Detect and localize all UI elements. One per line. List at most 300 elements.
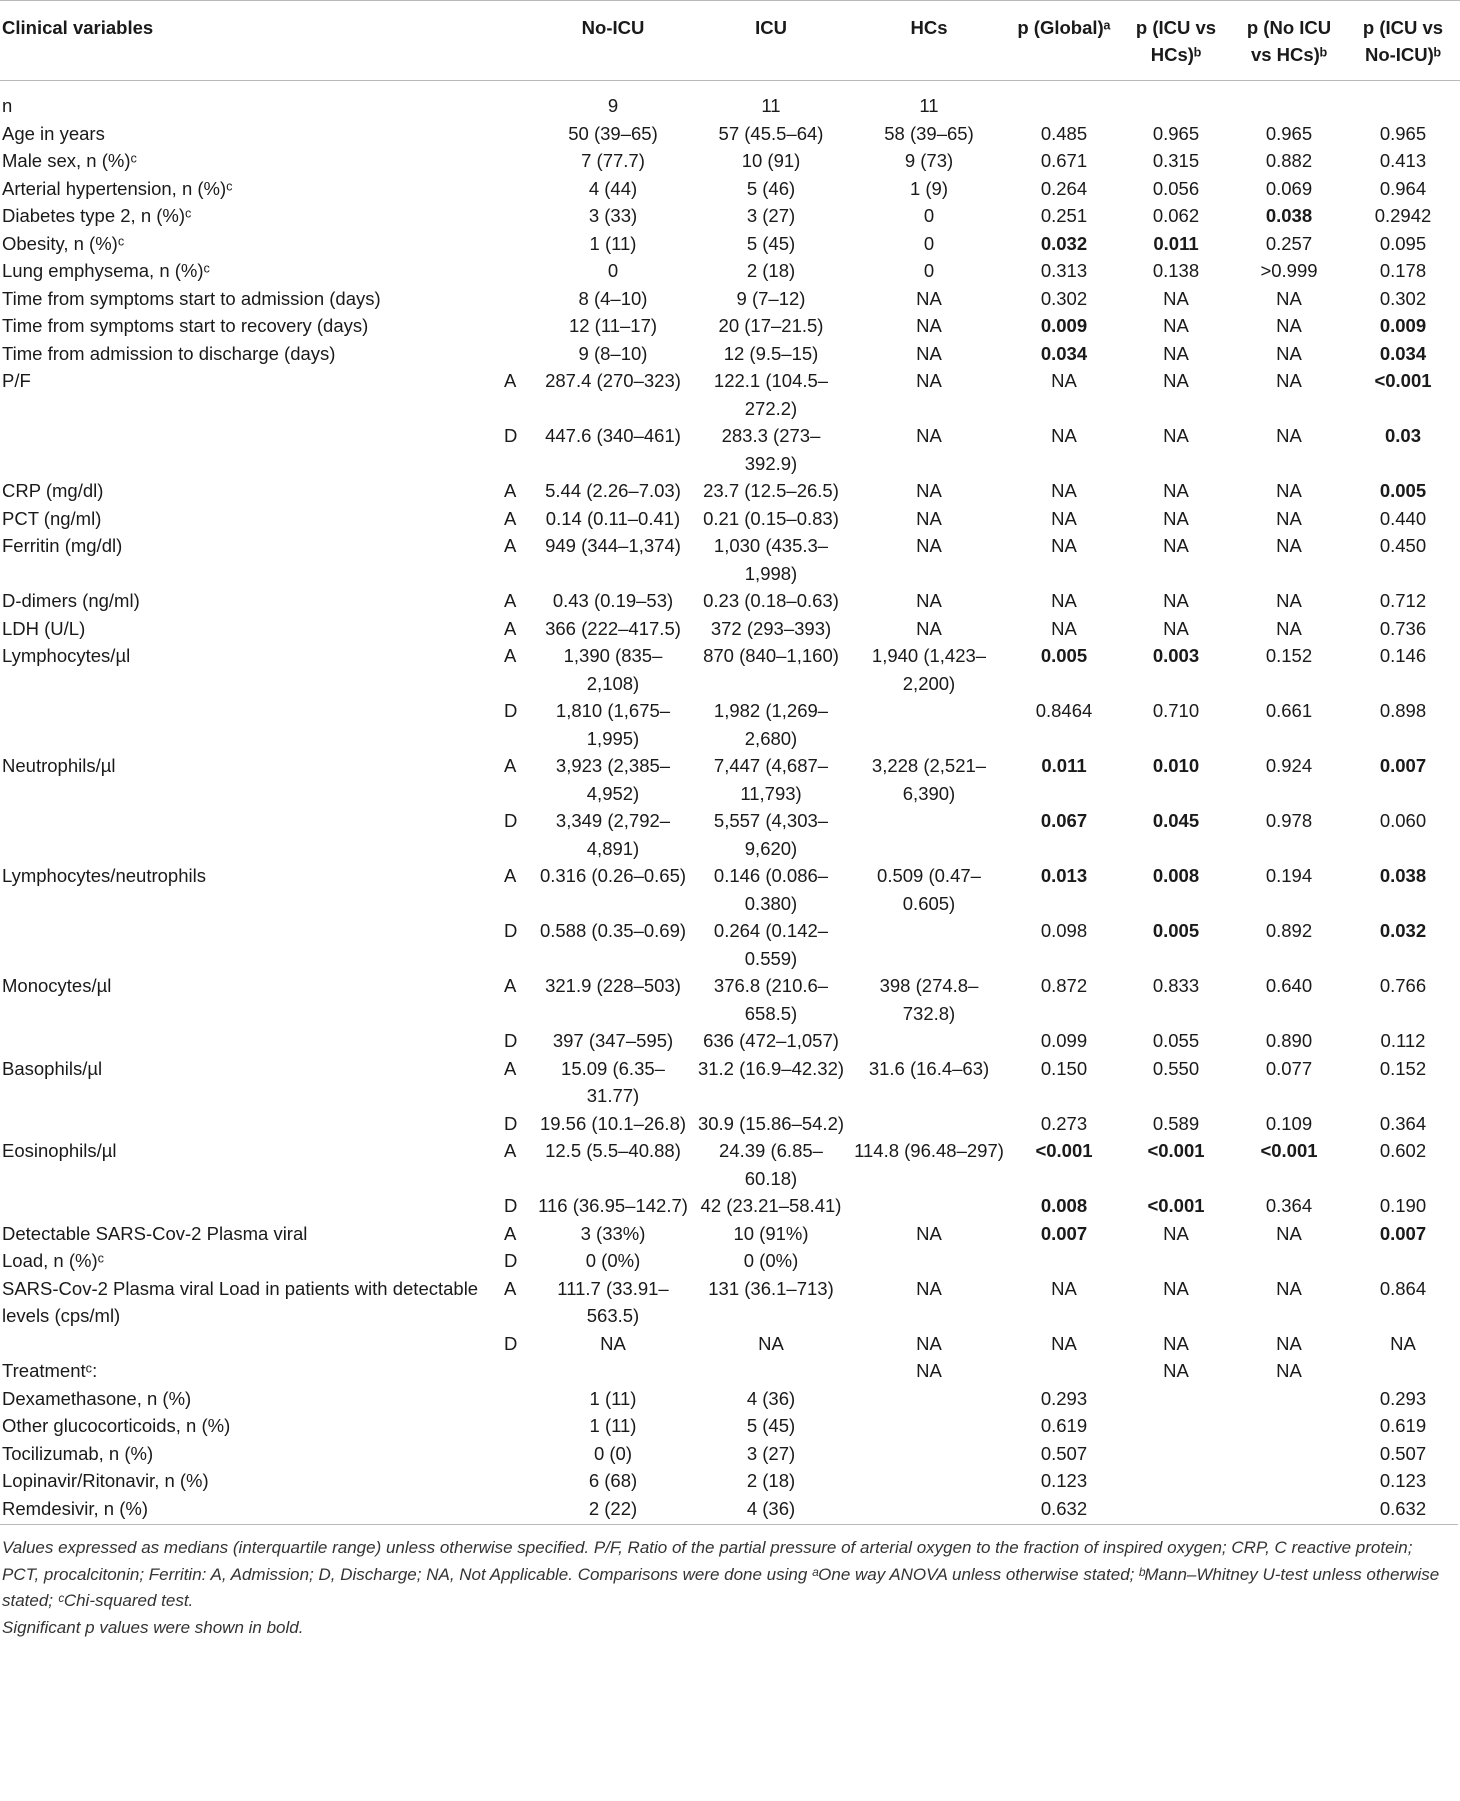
cell-p-icu-vs-hcs: [1120, 1247, 1232, 1275]
cell-no-icu: 15.09 (6.35–31.77): [561, 1057, 665, 1106]
cell-icu: 12 (9.5–15): [723, 342, 819, 364]
cell-icu: 20 (17–21.5): [718, 315, 824, 336]
cell-hcs: NA: [916, 287, 942, 309]
cell-p-global: 0.264: [1040, 177, 1088, 199]
cell-p-icu-vs-noicu: [1346, 81, 1460, 120]
cell-p-icu-vs-noicu: 0.032: [1379, 920, 1427, 941]
cell-p-noicu-vs-hcs: NA: [1276, 480, 1302, 501]
cell-p-global: [1008, 1247, 1120, 1275]
table-row: [0, 1357, 1460, 1385]
cell-variable: Male sex, n (%)ᶜ: [2, 150, 138, 171]
cell-icu: NA: [758, 1332, 784, 1354]
cell-p-icu-vs-noicu: 0.766: [1379, 975, 1427, 996]
cell-p-global: NA: [1051, 507, 1077, 529]
cell-hcs: 9 (73): [904, 150, 954, 171]
cell-admission-discharge: A: [504, 507, 517, 529]
cell-no-icu: 0.316 (0.26–0.65): [539, 865, 687, 886]
table-row: [0, 1137, 1460, 1192]
table-row: [0, 257, 1460, 285]
cell-admission-discharge: A: [504, 617, 517, 639]
cell-p-icu-vs-noicu: 0.413: [1379, 150, 1427, 171]
cell-p-global: NA: [1051, 590, 1077, 611]
cell-hcs: [850, 1467, 1008, 1495]
cell-p-icu-vs-hcs: NA: [1163, 342, 1189, 364]
cell-variable: Age in years: [2, 122, 105, 144]
cell-hcs: 114.8 (96.48–297): [854, 1140, 1004, 1161]
cell-icu: 7,447 (4,687–11,793): [713, 755, 829, 804]
cell-p-icu-vs-noicu: 0.190: [1379, 1195, 1427, 1216]
table-row: [0, 587, 1460, 615]
cell-p-noicu-vs-hcs: [1232, 1412, 1346, 1440]
cell-p-icu-vs-hcs: [1120, 1495, 1232, 1525]
cell-icu: [692, 1357, 850, 1385]
cell-variable: P/F: [2, 370, 31, 391]
cell-p-icu-vs-noicu: 0.712: [1379, 590, 1427, 611]
cell-p-icu-vs-noicu: 0.898: [1379, 700, 1427, 721]
table-row: [0, 642, 1460, 697]
cell-p-global: NA: [1051, 535, 1077, 556]
cell-icu: 9 (7–12): [736, 287, 806, 309]
cell-p-icu-vs-hcs: 0.965: [1152, 122, 1200, 144]
cell-p-icu-vs-hcs: 0.045: [1152, 810, 1200, 831]
cell-p-icu-vs-hcs: [1120, 1412, 1232, 1440]
cell-p-noicu-vs-hcs: NA: [1276, 590, 1302, 611]
cell-p-icu-vs-hcs: <0.001: [1147, 1195, 1205, 1216]
cell-hcs: [850, 1412, 1008, 1440]
cell-variable: Lopinavir/Ritonavir, n (%): [2, 1470, 209, 1491]
cell-icu: 2 (18): [746, 1470, 796, 1491]
cell-p-noicu-vs-hcs: NA: [1276, 342, 1302, 364]
footnote-abbreviations: Values expressed as medians (interquartile range) unless otherwise specified. P/F, Ratio of the partial pressure of arterial oxygen to the fraction of inspired oxygen; CRP, C reactive protein; PCT, procalcitonin; Ferritin: A, Admission; D, Discharge; NA, Not Applicable. Comparisons were done using ᵃOne way ANOVA unless otherwise stated; ᵇMann–Whitney U-test unless otherwise stated; ᶜChi-squared test.: [2, 1538, 1440, 1610]
cell-p-icu-vs-noicu: 0.005: [1379, 480, 1427, 501]
cell-p-icu-vs-hcs: 0.062: [1152, 205, 1200, 226]
cell-p-global: 0.013: [1040, 865, 1088, 886]
cell-p-noicu-vs-hcs: 0.109: [1265, 1112, 1313, 1134]
table-row: [0, 1440, 1460, 1468]
cell-p-global: <0.001: [1035, 1140, 1093, 1161]
cell-no-icu: 8 (4–10): [578, 287, 648, 309]
table-row: [0, 202, 1460, 230]
cell-p-icu-vs-noicu: 0.364: [1379, 1112, 1427, 1134]
cell-p-icu-vs-noicu: 0.965: [1379, 122, 1427, 144]
cell-variable: [0, 1027, 496, 1055]
table-row: [0, 1220, 1460, 1248]
cell-variable: [0, 1110, 496, 1138]
cell-p-global: NA: [1051, 1277, 1077, 1299]
cell-p-icu-vs-noicu: 0.060: [1379, 810, 1427, 831]
cell-admission-discharge: [496, 257, 534, 285]
cell-admission-discharge: A: [504, 535, 517, 556]
cell-p-global: 0.251: [1040, 205, 1088, 226]
cell-p-noicu-vs-hcs: NA: [1276, 370, 1302, 391]
cell-p-global: NA: [1051, 480, 1077, 501]
cell-p-icu-vs-hcs: <0.001: [1147, 1140, 1205, 1161]
cell-p-global: 0.099: [1040, 1030, 1088, 1051]
cell-no-icu: 19.56 (10.1–26.8): [539, 1112, 687, 1134]
cell-no-icu: 4 (44): [588, 177, 638, 199]
cell-p-icu-vs-noicu: NA: [1390, 1332, 1416, 1354]
cell-variable: LDH (U/L): [2, 617, 86, 639]
cell-icu: 1,030 (435.3–1,998): [713, 535, 829, 584]
cell-variable: Lymphocytes/neutrophils: [2, 865, 206, 886]
cell-hcs: NA: [916, 342, 942, 364]
cell-hcs: 11: [919, 95, 939, 116]
cell-p-icu-vs-noicu: 0.632: [1379, 1497, 1427, 1519]
cell-p-icu-vs-noicu: 0.450: [1379, 535, 1427, 556]
cell-icu: 131 (36.1–713): [708, 1277, 834, 1299]
cell-admission-discharge: A: [504, 1222, 517, 1244]
cell-p-icu-vs-hcs: [1120, 1385, 1232, 1413]
cell-no-icu: 1 (11): [589, 1415, 637, 1436]
header-no-icu: No-ICU: [581, 17, 645, 38]
cell-p-global: NA: [1051, 425, 1077, 446]
cell-hcs: 1,940 (1,423–2,200): [871, 645, 987, 694]
cell-icu: 122.1 (104.5–272.2): [713, 370, 829, 419]
cell-variable: Dexamethasone, n (%): [2, 1387, 192, 1409]
cell-p-icu-vs-hcs: NA: [1163, 507, 1189, 529]
footnote-bold-note: Significant p values were shown in bold.: [2, 1617, 304, 1637]
cell-p-noicu-vs-hcs: NA: [1276, 1360, 1302, 1381]
cell-variable: [0, 422, 496, 477]
cell-icu: 5 (46): [746, 177, 796, 199]
cell-icu: 5 (45): [746, 232, 796, 254]
cell-p-icu-vs-hcs: NA: [1163, 590, 1189, 611]
cell-p-global: NA: [1051, 1332, 1077, 1354]
cell-icu: 42 (23.21–58.41): [700, 1195, 842, 1216]
cell-p-noicu-vs-hcs: [1232, 1440, 1346, 1468]
cell-variable: Time from symptoms start to recovery (days): [2, 315, 369, 336]
cell-p-global: 0.8464: [1035, 700, 1093, 721]
cell-p-global: 0.313: [1040, 260, 1088, 281]
header-hcs: HCs: [910, 17, 948, 38]
cell-p-noicu-vs-hcs: 0.364: [1265, 1195, 1313, 1216]
cell-p-icu-vs-hcs: 0.008: [1152, 865, 1200, 886]
cell-p-noicu-vs-hcs: 0.640: [1265, 975, 1313, 996]
cell-p-noicu-vs-hcs: 0.890: [1265, 1030, 1313, 1051]
cell-icu: 870 (840–1,160): [703, 645, 839, 666]
table-row: [0, 505, 1460, 533]
cell-p-icu-vs-noicu: 0.03: [1384, 425, 1421, 446]
table-row: [0, 752, 1460, 807]
cell-hcs: [850, 1495, 1008, 1525]
cell-icu: 23.7 (12.5–26.5): [703, 480, 839, 501]
cell-no-icu: 116 (36.95–142.7): [538, 1195, 688, 1216]
cell-admission-discharge: [496, 1412, 534, 1440]
cell-variable: D-dimers (ng/ml): [2, 590, 140, 611]
cell-p-icu-vs-noicu: 0.095: [1379, 232, 1427, 254]
cell-admission-discharge: [496, 285, 534, 313]
cell-variable: [0, 1330, 496, 1358]
header-p-icu-vs-noicu: p (ICU vs No-ICU)ᵇ: [1362, 17, 1444, 65]
cell-p-icu-vs-noicu: [1346, 1357, 1460, 1385]
cell-p-icu-vs-hcs: 0.003: [1152, 645, 1200, 666]
cell-hcs: [850, 807, 1008, 862]
cell-no-icu: 321.9 (228–503): [545, 975, 681, 996]
cell-icu: 4 (36): [746, 1497, 796, 1519]
table-row: [0, 1412, 1460, 1440]
cell-p-global: 0.067: [1040, 810, 1088, 831]
cell-p-icu-vs-noicu: 0.007: [1379, 755, 1427, 776]
cell-variable: [0, 807, 496, 862]
cell-p-global: 0.619: [1040, 1415, 1088, 1436]
cell-admission-discharge: D: [504, 1332, 518, 1354]
table-row: [0, 697, 1460, 752]
cell-admission-discharge: [496, 202, 534, 230]
cell-hcs: 3,228 (2,521–6,390): [871, 755, 987, 804]
cell-no-icu: 949 (344–1,374): [545, 535, 681, 556]
table-row: [0, 1467, 1460, 1495]
cell-p-noicu-vs-hcs: [1232, 1467, 1346, 1495]
cell-p-global: NA: [1051, 617, 1077, 639]
cell-p-global: 0.007: [1040, 1222, 1088, 1244]
cell-hcs: NA: [916, 617, 942, 639]
cell-no-icu: 0.14 (0.11–0.41): [545, 507, 681, 529]
cell-p-noicu-vs-hcs: <0.001: [1260, 1140, 1318, 1161]
cell-no-icu: 12.5 (5.5–40.88): [545, 1140, 681, 1161]
cell-no-icu: 0 (0%): [585, 1250, 641, 1271]
cell-p-noicu-vs-hcs: NA: [1276, 617, 1302, 639]
cell-hcs: NA: [916, 315, 942, 336]
cell-p-icu-vs-hcs: 0.056: [1152, 177, 1200, 199]
cell-admission-discharge: [496, 120, 534, 148]
table-row: [0, 477, 1460, 505]
cell-p-icu-vs-hcs: 0.010: [1152, 755, 1200, 776]
cell-p-global: 0.123: [1040, 1470, 1088, 1491]
cell-p-noicu-vs-hcs: 0.882: [1265, 150, 1313, 171]
header-p-noicu-vs-hcs: p (No ICU vs HCs)ᵇ: [1246, 17, 1332, 65]
cell-hcs: NA: [916, 535, 942, 556]
cell-icu: 5 (45): [746, 1415, 796, 1436]
cell-p-icu-vs-noicu: [1346, 1247, 1460, 1275]
cell-variable: Lung emphysema, n (%)ᶜ: [2, 260, 211, 281]
table-body: [0, 81, 1460, 1525]
cell-p-global: 0.150: [1040, 1057, 1088, 1079]
cell-admission-discharge: A: [504, 1057, 517, 1079]
cell-p-icu-vs-hcs: 0.550: [1152, 1057, 1200, 1079]
cell-hcs: 0: [923, 205, 935, 226]
cell-variable: Ferritin (mg/dl): [2, 535, 123, 556]
cell-no-icu: 12 (11–17): [568, 315, 658, 336]
cell-p-noicu-vs-hcs: 0.978: [1265, 810, 1313, 831]
cell-p-global: [1008, 1357, 1120, 1385]
cell-p-icu-vs-noicu: 0.602: [1379, 1140, 1427, 1161]
table-row: [0, 1495, 1460, 1525]
cell-p-icu-vs-hcs: [1120, 1467, 1232, 1495]
cell-p-icu-vs-noicu: 0.146: [1379, 645, 1427, 666]
cell-no-icu: 111.7 (33.91–563.5): [557, 1277, 669, 1326]
cell-p-icu-vs-hcs: NA: [1163, 425, 1189, 446]
cell-icu: 30.9 (15.86–54.2): [697, 1112, 845, 1134]
cell-icu: 1,982 (1,269–2,680): [713, 700, 829, 749]
cell-admission-discharge: A: [504, 1140, 517, 1161]
cell-icu: 0.146 (0.086–0.380): [713, 865, 829, 914]
cell-p-global: 0.302: [1040, 287, 1088, 309]
cell-icu: 4 (36): [746, 1387, 796, 1409]
table-row: [0, 1275, 1460, 1330]
cell-p-global: 0.632: [1040, 1497, 1088, 1519]
cell-variable: Lymphocytes/µl: [2, 645, 131, 666]
cell-variable: Basophils/µl: [2, 1057, 103, 1079]
cell-no-icu: 447.6 (340–461): [545, 425, 681, 446]
cell-variable: [0, 1192, 496, 1220]
cell-p-global: 0.008: [1040, 1195, 1088, 1216]
cell-variable: Remdesivir, n (%): [2, 1497, 148, 1519]
cell-variable: n: [2, 95, 13, 116]
table-row: [0, 175, 1460, 203]
cell-p-icu-vs-hcs: 0.589: [1152, 1112, 1200, 1134]
cell-no-icu: 366 (222–417.5): [545, 617, 681, 639]
cell-p-noicu-vs-hcs: NA: [1276, 425, 1302, 446]
cell-p-icu-vs-hcs: NA: [1163, 1222, 1189, 1244]
cell-p-noicu-vs-hcs: 0.194: [1265, 865, 1313, 886]
cell-hcs: NA: [916, 370, 942, 391]
cell-admission-discharge: [496, 175, 534, 203]
cell-icu: 2 (18): [746, 260, 796, 281]
cell-no-icu: 0.43 (0.19–53): [552, 590, 674, 611]
cell-p-icu-vs-hcs: [1120, 81, 1232, 120]
table-row: [0, 1330, 1460, 1358]
cell-p-icu-vs-hcs: NA: [1163, 1277, 1189, 1299]
cell-p-icu-vs-noicu: 0.736: [1379, 617, 1427, 639]
cell-p-icu-vs-hcs: 0.055: [1152, 1030, 1200, 1051]
cell-no-icu: 0: [607, 260, 619, 281]
cell-no-icu: 287.4 (270–323): [545, 370, 681, 391]
cell-admission-discharge: D: [504, 700, 518, 721]
cell-no-icu: 1 (11): [589, 232, 637, 254]
cell-hcs: NA: [916, 1277, 942, 1299]
cell-p-icu-vs-hcs: 0.710: [1152, 700, 1200, 721]
cell-p-icu-vs-hcs: NA: [1163, 287, 1189, 309]
cell-p-noicu-vs-hcs: [1232, 1495, 1346, 1525]
cell-variable: [0, 697, 496, 752]
cell-variable: Obesity, n (%)ᶜ: [2, 232, 125, 254]
cell-no-icu: 3 (33): [588, 205, 638, 226]
cell-icu: 0.21 (0.15–0.83): [703, 507, 839, 529]
table-row: [0, 917, 1460, 972]
cell-p-icu-vs-hcs: 0.138: [1152, 260, 1200, 281]
cell-admission-discharge: D: [504, 810, 518, 831]
cell-hcs: NA: [916, 507, 942, 529]
cell-p-global: 0.009: [1040, 315, 1088, 336]
cell-no-icu: 3,923 (2,385–4,952): [555, 755, 671, 804]
cell-variable: Arterial hypertension, n (%)ᶜ: [2, 177, 233, 199]
cell-p-noicu-vs-hcs: 0.152: [1265, 645, 1313, 666]
cell-p-icu-vs-noicu: 0.964: [1379, 177, 1427, 199]
header-admission-discharge: [496, 1, 534, 81]
cell-p-icu-vs-noicu: 0.112: [1380, 1030, 1426, 1051]
table-row: [0, 1247, 1460, 1275]
cell-p-global: 0.034: [1040, 342, 1088, 364]
cell-p-icu-vs-hcs: [1120, 1440, 1232, 1468]
cell-p-icu-vs-hcs: NA: [1163, 1360, 1189, 1381]
cell-admission-discharge: [496, 147, 534, 175]
cell-no-icu: 7 (77.7): [581, 150, 645, 171]
cell-no-icu: [534, 1357, 692, 1385]
cell-hcs: NA: [916, 480, 942, 501]
cell-admission-discharge: [496, 340, 534, 368]
cell-p-noicu-vs-hcs: 0.038: [1265, 205, 1313, 226]
cell-no-icu: 1,810 (1,675–1,995): [555, 700, 671, 749]
header-p-global: p (Global)ᵃ: [1017, 17, 1111, 38]
cell-p-icu-vs-noicu: 0.302: [1379, 287, 1427, 309]
cell-p-noicu-vs-hcs: 0.069: [1265, 177, 1313, 199]
cell-admission-discharge: A: [504, 755, 517, 776]
cell-admission-discharge: A: [504, 480, 517, 501]
cell-admission-discharge: D: [504, 1112, 518, 1134]
cell-p-noicu-vs-hcs: 0.924: [1265, 755, 1313, 776]
cell-hcs: 1 (9): [909, 177, 949, 199]
cell-hcs: 0: [923, 260, 935, 281]
cell-p-global: 0.032: [1040, 232, 1088, 254]
cell-no-icu: 0.588 (0.35–0.69): [539, 920, 687, 941]
cell-variable: Diabetes type 2, n (%)ᶜ: [2, 205, 192, 226]
cell-variable: Treatmentᶜ:: [2, 1360, 98, 1381]
cell-hcs: [850, 917, 1008, 972]
cell-no-icu: NA: [600, 1332, 626, 1354]
cell-p-noicu-vs-hcs: NA: [1276, 1222, 1302, 1244]
cell-no-icu: 397 (347–595): [552, 1030, 674, 1051]
cell-icu: 0.23 (0.18–0.63): [703, 590, 839, 611]
cell-p-icu-vs-hcs: NA: [1163, 370, 1189, 391]
cell-no-icu: 5.44 (2.26–7.03): [545, 480, 681, 501]
cell-p-icu-vs-noicu: 0.123: [1379, 1470, 1427, 1491]
cell-variable: Detectable SARS-Cov-2 Plasma viral: [2, 1222, 308, 1244]
cell-variable: Time from symptoms start to admission (days): [2, 287, 381, 309]
cell-p-icu-vs-hcs: 0.315: [1152, 150, 1200, 171]
cell-p-noicu-vs-hcs: 0.257: [1265, 232, 1313, 254]
cell-icu: 372 (293–393): [710, 617, 832, 639]
table-row: [0, 147, 1460, 175]
table-row: [0, 312, 1460, 340]
cell-admission-discharge: D: [504, 1195, 518, 1216]
cell-variable: Other glucocorticoids, n (%): [2, 1415, 231, 1436]
cell-hcs: 0.509 (0.47–0.605): [877, 865, 981, 914]
cell-variable: Monocytes/µl: [2, 975, 112, 996]
cell-p-icu-vs-noicu: 0.038: [1379, 865, 1427, 886]
cell-hcs: [850, 1385, 1008, 1413]
table-row: [0, 1055, 1460, 1110]
cell-hcs: [850, 1110, 1008, 1138]
cell-hcs: NA: [916, 1222, 942, 1244]
cell-p-icu-vs-noicu: 0.619: [1379, 1415, 1427, 1436]
cell-p-icu-vs-noicu: 0.2942: [1374, 205, 1432, 226]
cell-p-icu-vs-noicu: 0.178: [1379, 260, 1427, 281]
cell-no-icu: 0 (0): [593, 1442, 633, 1464]
cell-p-noicu-vs-hcs: NA: [1276, 315, 1302, 336]
cell-hcs: [850, 1247, 1008, 1275]
cell-icu: 3 (27): [746, 205, 796, 226]
cell-p-icu-vs-noicu: 0.864: [1379, 1277, 1427, 1299]
cell-icu: 31.2 (16.9–42.32): [697, 1057, 845, 1079]
cell-admission-discharge: D: [504, 920, 518, 941]
cell-no-icu: 9: [607, 95, 619, 116]
cell-no-icu: 1,390 (835–2,108): [563, 645, 663, 694]
cell-hcs: [850, 1027, 1008, 1055]
cell-p-icu-vs-hcs: NA: [1163, 315, 1189, 336]
cell-hcs: NA: [916, 1332, 942, 1354]
table-row: [0, 230, 1460, 258]
cell-admission-discharge: D: [504, 425, 518, 446]
table-row: [0, 340, 1460, 368]
cell-p-icu-vs-noicu: 0.152: [1379, 1057, 1427, 1079]
cell-p-global: [1008, 81, 1120, 120]
cell-icu: 636 (472–1,057): [703, 1030, 839, 1051]
cell-admission-discharge: [496, 1467, 534, 1495]
cell-icu: 24.39 (6.85–60.18): [719, 1140, 823, 1189]
cell-p-global: NA: [1051, 370, 1077, 391]
cell-admission-discharge: [496, 1385, 534, 1413]
table-header: [0, 1, 1460, 81]
